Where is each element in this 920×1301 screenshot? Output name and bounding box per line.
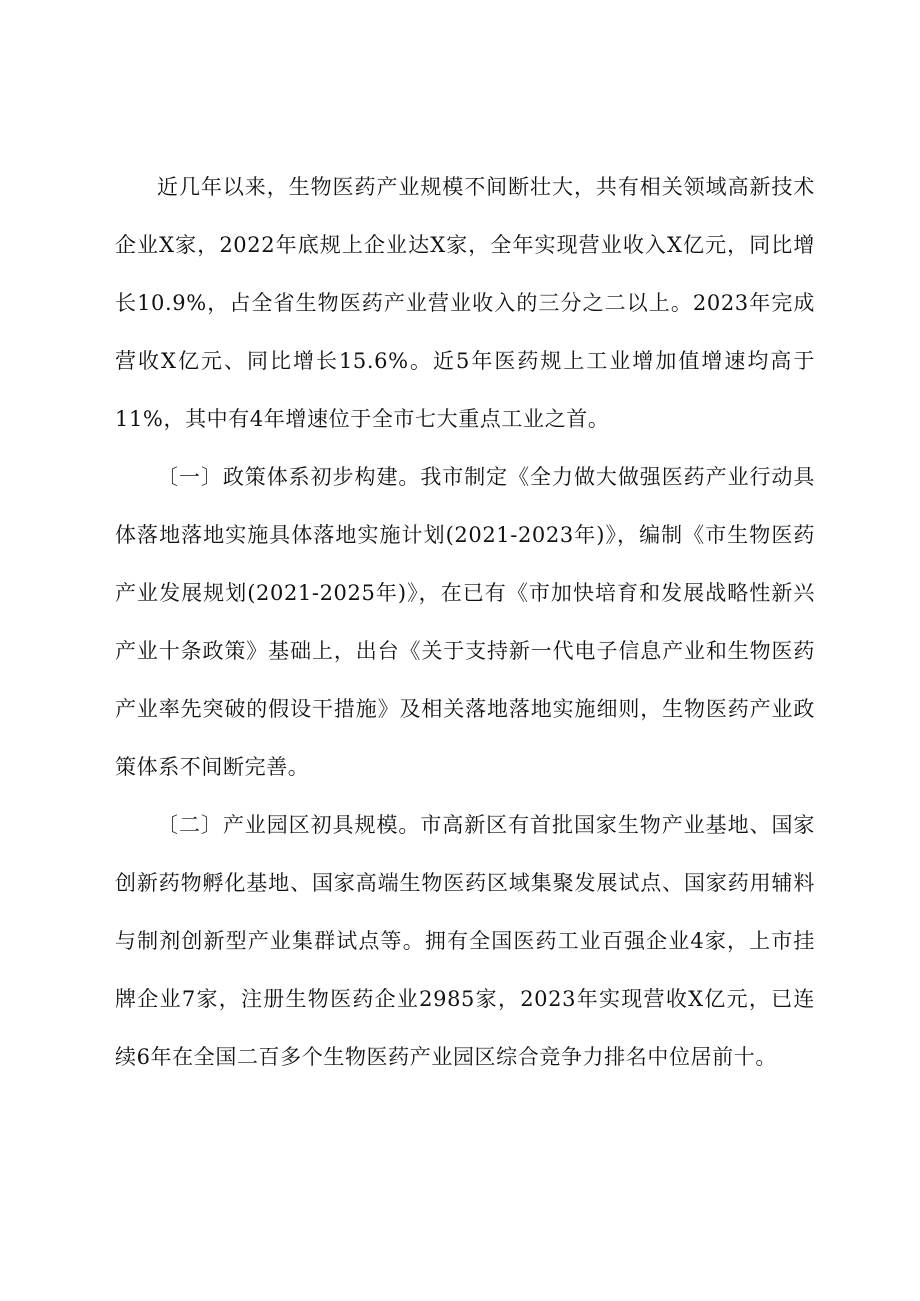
paragraph-overview: 近几年以来，生物医药产业规模不间断壮大，共有相关领域高新技术企业X家，2022年底规上企业达X家，全年实现营业收入X亿元，同比增长10.9%，占全省生物医药产业营业收入的三分之二以上。2023年完成营收X亿元、同比增长15.6%。近5年医药规上工业增加值增速均高于11%，其中有4年增速位于全市七大重点工业之首。 bbox=[115, 175, 815, 431]
paragraph-industrial-park: 〔二〕产业园区初具规模。市高新区有首批国家生物产业基地、国家创新药物孵化基地、国家高端生物医药区域集聚发展试点、国家药用辅料与制剂创新型产业集群试点等。拥有全国医药工业百强企业4家，上市挂牌企业7家，注册生物医药企业2985家，2023年实现营收X亿元，已连续6年在全国二百多个生物医药产业园区综合竞争力排名中位居前十。 bbox=[115, 813, 815, 1069]
paragraph-policy-system: 〔一〕政策体系初步构建。我市制定《全力做大做强医药产业行动具体落地落地实施具体落地实施计划(2021-2023年)》，编制《市生物医药产业发展规划(2021-2025年)》，在已有《市加快培育和发展战略性新兴产业十条政策》基础上，出台《关于支持新一代电子信息产业和生物医药产业率先突破的假设干措施》及相关落地落地实施细则，生物医药产业政策体系不间断完善。 bbox=[115, 465, 815, 779]
document-body bbox=[115, 158, 815, 1086]
